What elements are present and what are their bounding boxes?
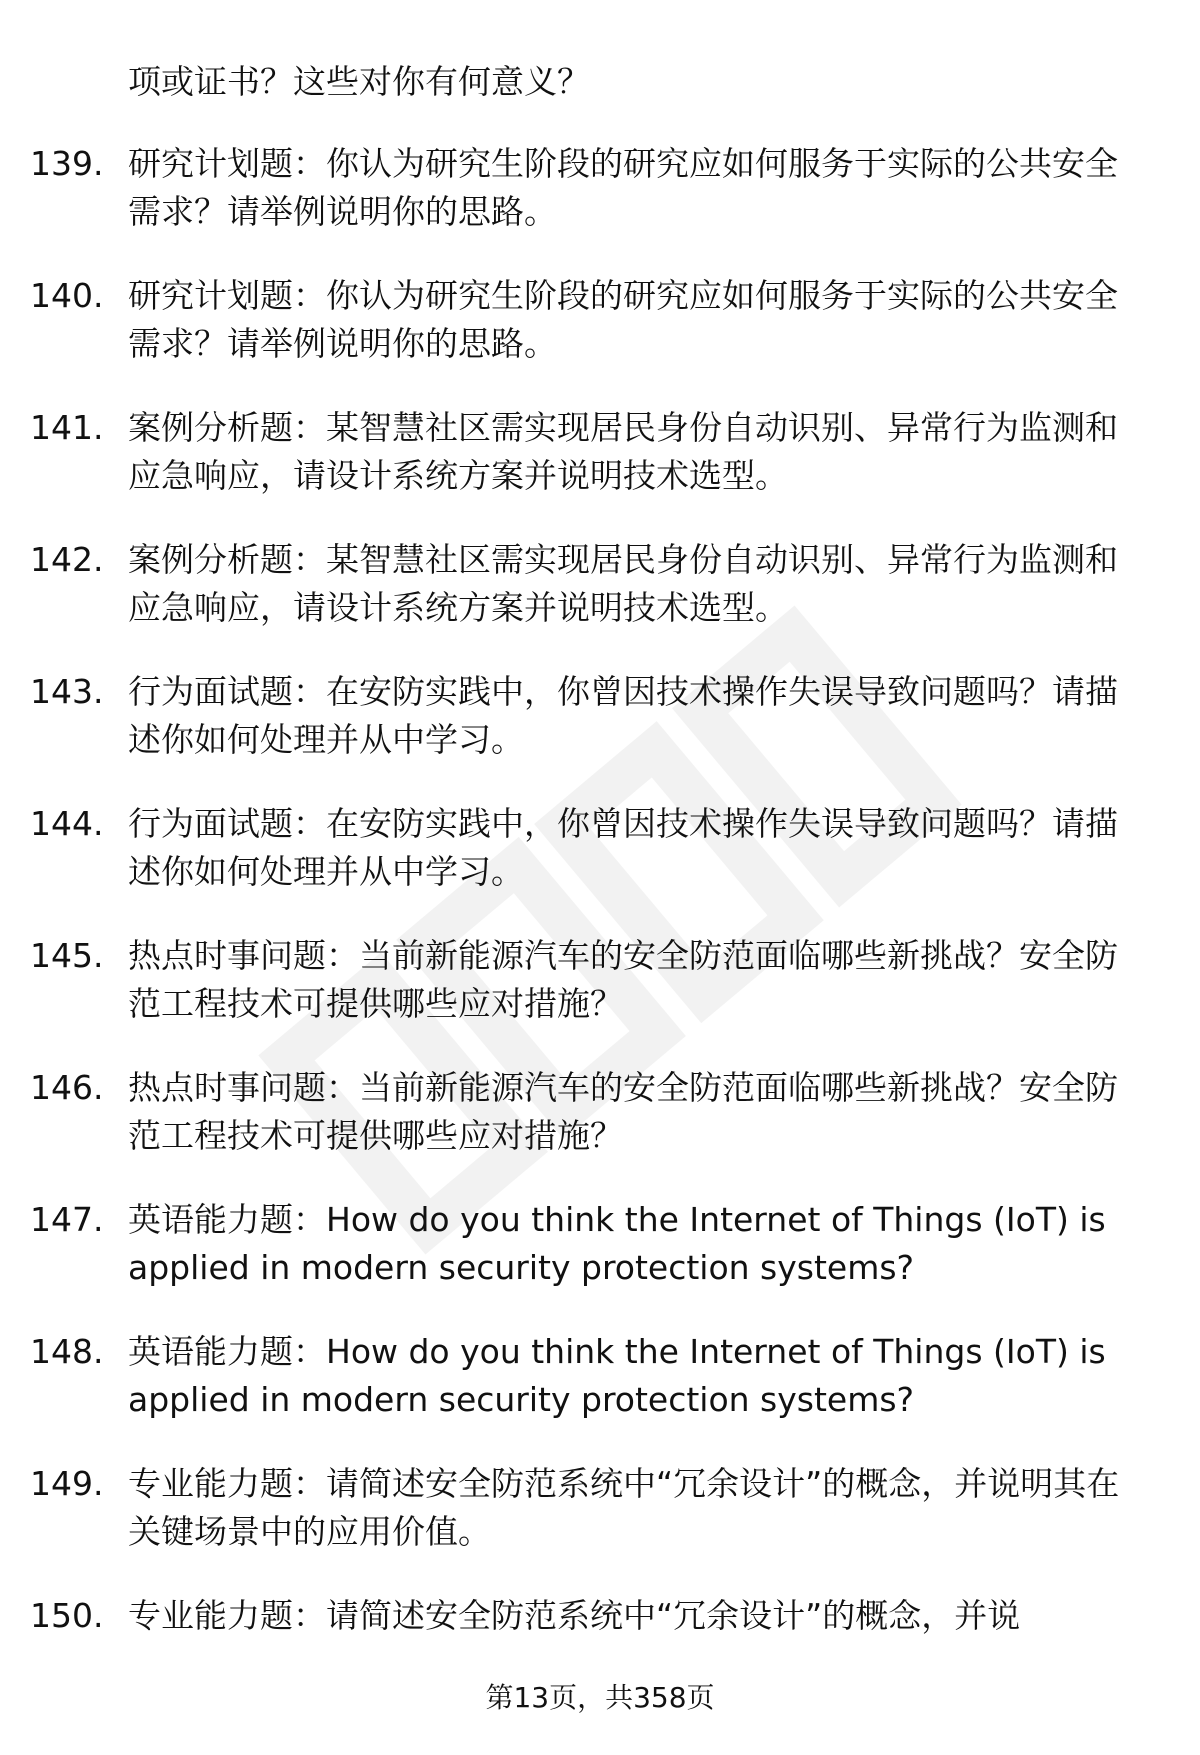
item-text: 热点时事问题：当前新能源汽车的安全防范面临哪些新挑战？安全防范工程技术可提供哪些应对措施？ <box>128 936 1118 1023</box>
item-text: 研究计划题：你认为研究生阶段的研究应如何服务于实际的公共安全需求？请举例说明你的思路。 <box>128 276 1118 363</box>
list-item <box>0 1196 1200 1328</box>
item-text: 热点时事问题：当前新能源汽车的安全防范面临哪些新挑战？安全防范工程技术可提供哪些应对措施？ <box>128 1068 1118 1155</box>
item-number: 144. <box>30 804 104 843</box>
item-number: 149. <box>30 1464 104 1503</box>
list-item <box>0 932 1200 1064</box>
list-item <box>0 404 1200 536</box>
item-text: 专业能力题：请简述安全防范系统中“冗余设计”的概念，并说 <box>128 1596 1021 1635</box>
item-number: 146. <box>30 1068 104 1107</box>
item-text: 英语能力题：How do you think the Internet of Things (IoT) is applied in modern security protection systems? <box>128 1200 1106 1287</box>
item-number: 145. <box>30 936 104 975</box>
item-number: 143. <box>30 672 104 711</box>
item-number: 140. <box>30 276 104 315</box>
item-text: 行为面试题：在安防实践中，你曾因技术操作失误导致问题吗？请描述你如何处理并从中学习。 <box>128 672 1118 759</box>
item-text: 行为面试题：在安防实践中，你曾因技术操作失误导致问题吗？请描述你如何处理并从中学习。 <box>128 804 1118 891</box>
item-text: 案例分析题：某智慧社区需实现居民身份自动识别、异常行为监测和应急响应，请设计系统方案并说明技术选型。 <box>128 540 1118 627</box>
question-list <box>0 58 1200 1724</box>
list-item <box>0 1328 1200 1460</box>
item-text: 英语能力题：How do you think the Internet of Things (IoT) is applied in modern security protection systems? <box>128 1332 1106 1419</box>
item-number: 141. <box>30 408 104 447</box>
list-item <box>0 272 1200 404</box>
item-number: 150. <box>30 1596 104 1635</box>
item-text: 专业能力题：请简述安全防范系统中“冗余设计”的概念，并说明其在关键场景中的应用价值。 <box>128 1464 1120 1551</box>
item-text: 案例分析题：某智慧社区需实现居民身份自动识别、异常行为监测和应急响应，请设计系统方案并说明技术选型。 <box>128 408 1118 495</box>
page-footer: 第13页，共358页 <box>485 1681 715 1714</box>
item-number: 142. <box>30 540 104 579</box>
item-number: 148. <box>30 1332 104 1371</box>
list-item <box>0 800 1200 932</box>
item-text: 研究计划题：你认为研究生阶段的研究应如何服务于实际的公共安全需求？请举例说明你的思路。 <box>128 144 1118 231</box>
list-item <box>0 1460 1200 1592</box>
list-item <box>0 58 1200 140</box>
item-text: 项或证书？这些对你有何意义？ <box>128 62 590 101</box>
list-item <box>0 668 1200 800</box>
item-number: 147. <box>30 1200 104 1239</box>
list-item <box>0 536 1200 668</box>
item-number: 139. <box>30 144 104 183</box>
list-item <box>0 140 1200 272</box>
list-item <box>0 1064 1200 1196</box>
